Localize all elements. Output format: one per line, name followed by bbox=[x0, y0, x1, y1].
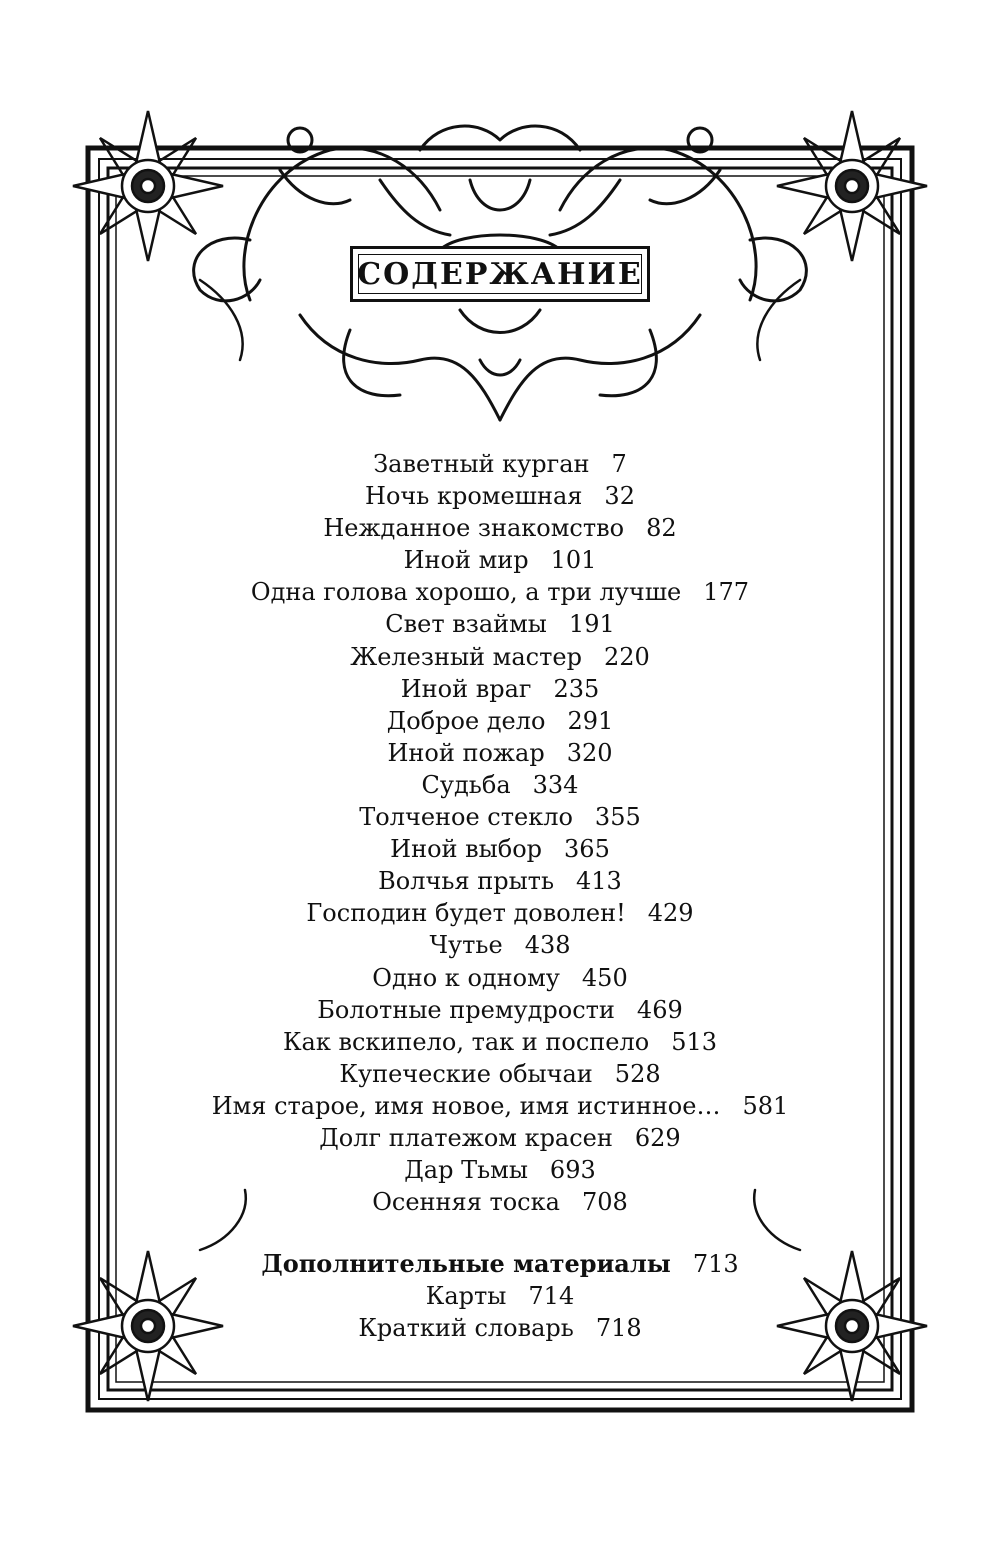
toc-entry-title: Толченое стекло bbox=[359, 803, 573, 832]
toc-extra-entry[interactable] bbox=[120, 1312, 880, 1344]
toc-entry[interactable] bbox=[120, 544, 880, 576]
toc-entry-page: 581 bbox=[742, 1091, 789, 1120]
toc-extra-title: Краткий словарь bbox=[358, 1314, 574, 1343]
toc-entry[interactable] bbox=[120, 929, 880, 961]
toc-entry-title: Ночь кромешная bbox=[365, 482, 583, 511]
toc-list bbox=[120, 448, 880, 1218]
toc-entry-page: 693 bbox=[549, 1156, 596, 1185]
toc-entry-title: Как вскипело, так и поспело bbox=[282, 1027, 650, 1056]
toc-entry[interactable] bbox=[120, 608, 880, 640]
toc-entry-page: 235 bbox=[553, 674, 600, 703]
toc-entry[interactable] bbox=[120, 480, 880, 512]
toc-entry-page: 450 bbox=[581, 963, 628, 992]
toc-entry-page: 413 bbox=[576, 867, 622, 896]
toc-entry-title: Доброе дело bbox=[386, 706, 546, 735]
toc-entry-page: 101 bbox=[550, 546, 597, 575]
toc-entry[interactable] bbox=[120, 801, 880, 833]
toc-entry-title: Болотные премудрости bbox=[317, 995, 615, 1024]
toc-entry-title: Долг платежом красен bbox=[319, 1123, 613, 1152]
page-title: СОДЕРЖАНИЕ bbox=[357, 256, 643, 292]
toc-entry-page: 177 bbox=[703, 578, 750, 607]
toc-entry-page: 429 bbox=[647, 899, 694, 928]
toc-entry-title: Имя старое, имя новое, имя истинное… bbox=[211, 1091, 721, 1120]
toc-entry[interactable] bbox=[120, 705, 880, 737]
toc-entry-page: 291 bbox=[567, 706, 614, 735]
toc-entry[interactable] bbox=[120, 865, 880, 897]
corner-rosette-top-right-icon bbox=[777, 111, 927, 261]
toc-entry-page: 513 bbox=[671, 1027, 718, 1056]
toc-entry-title: Осенняя тоска bbox=[372, 1188, 560, 1217]
toc-entry[interactable] bbox=[120, 737, 880, 769]
toc-entry[interactable] bbox=[120, 512, 880, 544]
toc-extra-page: 714 bbox=[528, 1282, 575, 1311]
toc-entry[interactable] bbox=[120, 448, 880, 480]
toc-entry-page: 365 bbox=[564, 835, 610, 864]
toc-entry-title: Купеческие обычаи bbox=[339, 1059, 593, 1088]
toc-entry[interactable] bbox=[120, 1058, 880, 1090]
toc-extra-entry[interactable] bbox=[120, 1280, 880, 1312]
toc-entry[interactable] bbox=[120, 673, 880, 705]
toc-entry-page: 629 bbox=[634, 1123, 681, 1152]
toc-entry[interactable] bbox=[120, 897, 880, 929]
toc-entry-title: Иной мир bbox=[403, 546, 529, 575]
toc-entry[interactable] bbox=[120, 962, 880, 994]
toc-entry-title: Иной пожар bbox=[387, 738, 545, 767]
toc-entry-page: 32 bbox=[604, 482, 635, 511]
toc-extra-page: 713 bbox=[692, 1250, 739, 1278]
toc-entry-page: 191 bbox=[568, 610, 615, 639]
toc-entry[interactable] bbox=[120, 1122, 880, 1154]
toc-extra-title: Карты bbox=[425, 1282, 507, 1311]
toc-entry-title: Одна голова хорошо, а три лучше bbox=[250, 578, 682, 607]
toc-extras-list bbox=[120, 1248, 880, 1344]
toc-entry[interactable] bbox=[120, 769, 880, 801]
toc-entry-page: 82 bbox=[646, 514, 677, 543]
corner-rosette-top-left-icon bbox=[73, 111, 223, 261]
toc-entry[interactable] bbox=[120, 576, 880, 608]
toc-entry-title: Господин будет доволен! bbox=[306, 899, 626, 928]
toc-entry-title: Чутье bbox=[429, 931, 503, 960]
toc-entry-title: Дар Тьмы bbox=[404, 1156, 528, 1185]
toc-entry-page: 320 bbox=[566, 738, 613, 767]
toc-entry-title: Судьба bbox=[421, 770, 511, 799]
toc-entry-title: Одно к одному bbox=[372, 963, 560, 992]
toc-entry[interactable] bbox=[120, 1154, 880, 1186]
toc-entry[interactable] bbox=[120, 994, 880, 1026]
toc-entry-page: 438 bbox=[524, 931, 571, 960]
toc-entry-page: 220 bbox=[603, 642, 650, 671]
toc-entry-title: Заветный курган bbox=[373, 450, 590, 478]
toc-entry-title: Иной выбор bbox=[390, 835, 543, 864]
toc-entry[interactable] bbox=[120, 641, 880, 673]
toc-extra-page: 718 bbox=[595, 1314, 642, 1343]
toc-entry[interactable] bbox=[120, 1186, 880, 1218]
toc-entry-title: Иной враг bbox=[400, 674, 532, 703]
toc-entry-page: 355 bbox=[594, 803, 641, 832]
toc-entry[interactable] bbox=[120, 1026, 880, 1058]
toc-entry-page: 469 bbox=[636, 995, 683, 1024]
toc-extra-title: Дополнительные материалы bbox=[261, 1249, 671, 1278]
toc-entry-title: Волчья прыть bbox=[378, 867, 555, 896]
heading-banner bbox=[350, 246, 650, 302]
toc-entry-page: 528 bbox=[614, 1059, 661, 1088]
toc-entry-title: Нежданное знакомство bbox=[323, 514, 625, 543]
toc-entry-page: 334 bbox=[532, 770, 579, 799]
toc-extra-entry[interactable] bbox=[120, 1248, 880, 1280]
toc-entry-page: 7 bbox=[611, 450, 627, 478]
toc-entry[interactable] bbox=[120, 833, 880, 865]
toc-entry-title: Свет взаймы bbox=[385, 610, 547, 639]
toc-entry-title: Железный мастер bbox=[350, 642, 582, 671]
toc-entry[interactable] bbox=[120, 1090, 880, 1122]
toc-entry-page: 708 bbox=[581, 1188, 628, 1217]
